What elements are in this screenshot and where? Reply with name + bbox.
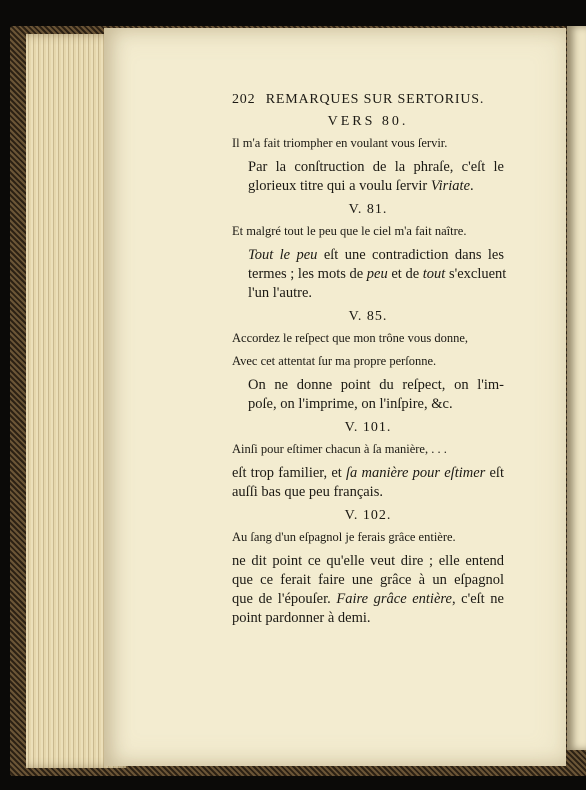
paragraph-line: que ce ferait faire une grâce à un eſpagnol [232,572,504,588]
verse-reference: V. 102. [344,508,392,523]
paragraph-line: termes ; les mots de peu et de tout s'excluent [248,266,507,282]
verse-reference: V. 101. [344,420,392,435]
running-header [232,92,504,108]
commentary-paragraph [232,246,507,303]
verse-quote: Ainſi pour eſtimer chacun à ſa manière, . . . [232,442,447,456]
running-title: REMARQUES SUR SERTORIUS. [265,92,485,107]
verse-quote: Avec cet attentat ſur ma propre perſonne. [232,354,437,368]
paragraph-line: ne dit point ce qu'elle veut dire ; elle entend [232,553,504,569]
commentary-paragraph [232,158,504,196]
paragraph-line: glorieux titre qui a voulu ſervir Viriate. [248,178,474,194]
commentary-paragraph [232,552,504,628]
commentary-paragraph [232,464,504,502]
facing-page-edge [567,26,586,750]
page-text [232,92,507,634]
verse-quote: Il m'a fait triompher en voulant vous ſervir. [232,136,448,150]
page-number: 202 [232,92,256,107]
paragraph-line: On ne donne point du reſpect, on l'im- [248,377,504,393]
paragraph-line: auſſi bas que peu français. [232,484,383,500]
paragraph-line: Tout le peu eſt une contradiction dans les [248,247,504,263]
paragraph-line: que de l'épouſer. Faire grâce entière, c'eſt ne [232,591,504,607]
verse-reference: VERS 80. [327,114,409,129]
paragraph-line: l'un l'autre. [248,285,313,301]
paragraph-line: eſt trop familier, et ſa manière pour eſtimer eſt [232,465,504,481]
paragraph-line: point pardonner à demi. [232,610,371,626]
paragraph-line: poſe, on l'imprime, on l'inſpire, &c. [248,396,453,412]
verse-quote: Et malgré tout le peu que le ciel m'a fait naître. [232,224,467,238]
paragraph-line: Par la conſtruction de la phraſe, c'eſt le [248,159,504,175]
commentary-paragraph [232,376,504,414]
verse-quote: Accordez le reſpect que mon trône vous donne, [232,331,469,345]
verse-quote: Au ſang d'un eſpagnol je ferais grâce entière. [232,530,456,544]
verse-reference: V. 85. [348,309,388,324]
verse-reference: V. 81. [348,202,388,217]
